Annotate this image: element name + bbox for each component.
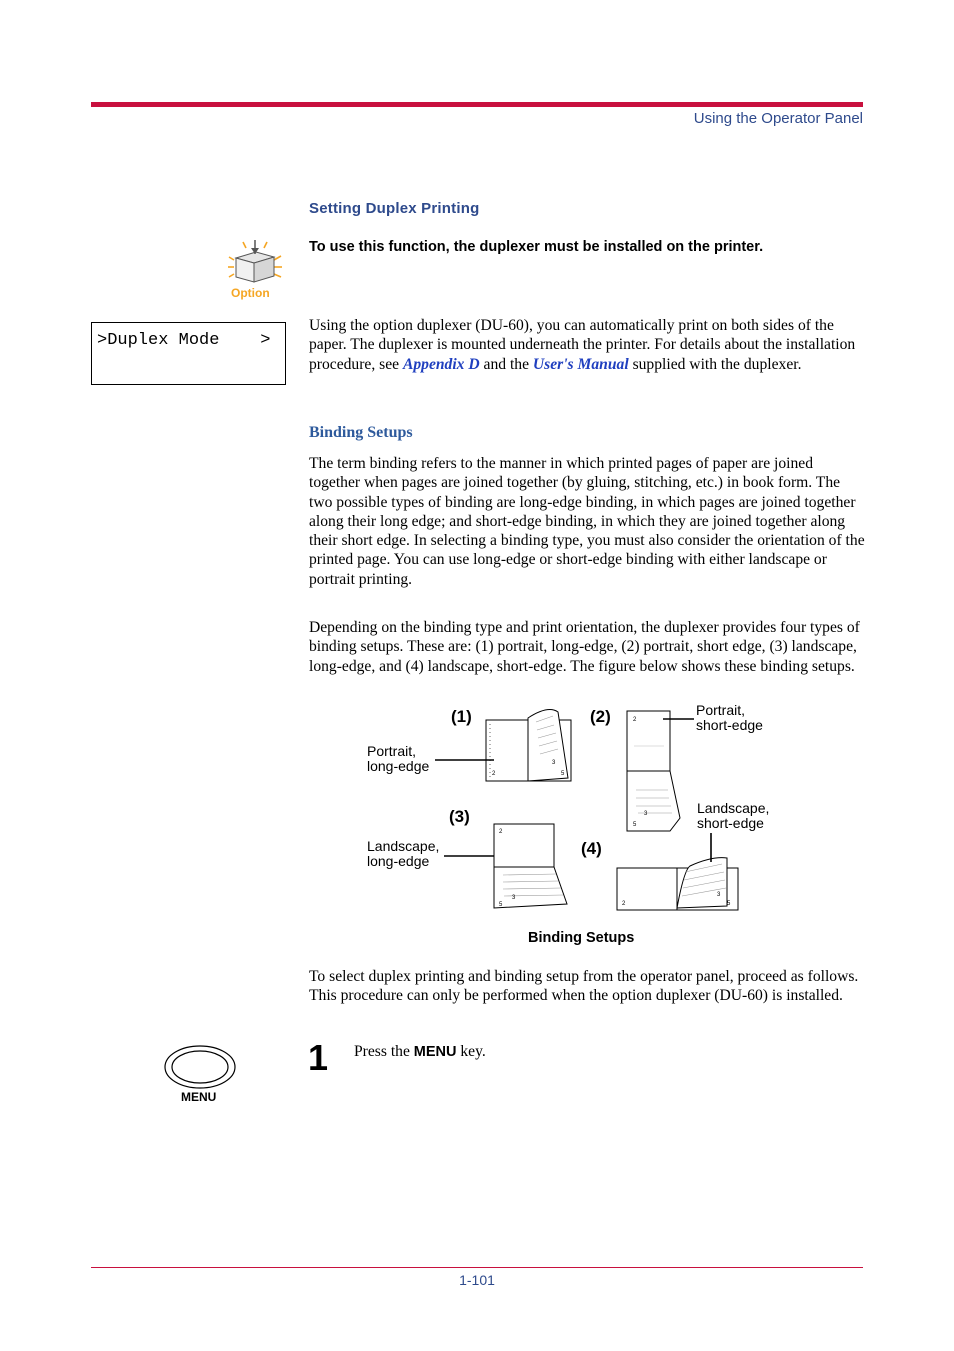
- option-printer-icon: [228, 240, 284, 288]
- figure-caption: Binding Setups: [528, 930, 635, 946]
- booklet-landscape-long-edge: [494, 824, 567, 908]
- label-1-line-2: long-edge: [367, 758, 430, 774]
- label-3-line-2: long-edge: [367, 853, 430, 869]
- running-header: Using the Operator Panel: [693, 110, 863, 127]
- booklet-portrait-long-edge: [486, 710, 571, 781]
- page-number-mark: 3: [552, 760, 556, 766]
- figure-num-3: (3): [449, 807, 470, 826]
- intro-paragraph: [309, 316, 865, 374]
- label-4-line-2: short-edge: [697, 815, 764, 831]
- label-2-line-1: Portrait,: [696, 702, 746, 718]
- page-number-mark: 2: [492, 771, 496, 777]
- users-manual-link[interactable]: User's Manual: [532, 355, 629, 373]
- option-label: Option: [231, 286, 270, 300]
- header-rule: [91, 102, 863, 107]
- page-number-mark: 2: [633, 717, 637, 723]
- page-number-mark: 5: [561, 771, 565, 777]
- appendix-d-link[interactable]: Appendix D: [402, 355, 480, 373]
- menu-button-icon: [162, 1043, 238, 1091]
- intro-text-2: and the: [479, 355, 533, 373]
- page-number-mark: 3: [644, 811, 648, 817]
- page-number-mark: 2: [499, 829, 503, 835]
- page-number-mark: 5: [727, 901, 731, 907]
- binding-diagram: [430, 700, 770, 915]
- section-title: Setting Duplex Printing: [309, 200, 480, 217]
- page-number-mark: 5: [499, 902, 503, 908]
- lcd-message: >Duplex Mode >: [97, 331, 271, 350]
- figure-num-1: (1): [451, 707, 472, 726]
- page-number-mark: 3: [512, 895, 516, 901]
- step-text-after: key.: [456, 1043, 486, 1060]
- binding-paragraph-1: The term binding refers to the manner in which printed pages of paper are joined together when pages are joined together (by gluing, stitching, etc.) in book form. The two possible types of binding are long-edge binding, in which pages are joined together along their long edge; and short-edge binding, in which they are joined together along their short edge. In selecting a binding type, you must also consider the orientation of the printed page. You can use long-edge or short-edge binding with either landscape or portrait printing.: [309, 455, 865, 588]
- page-number-mark: 2: [622, 901, 626, 907]
- booklet-portrait-short-edge: [627, 711, 680, 831]
- label-4-line-1: Landscape,: [697, 800, 770, 816]
- duplexer-required-note: To use this function, the duplexer must be installed on the printer.: [309, 239, 764, 255]
- procedure-intro: To select duplex printing and binding setup from the operator panel, proceed as follows. This procedure can only be performed when the option duplexer (DU-60) is installed.: [309, 968, 859, 1005]
- intro-text-1: Using the option duplexer (DU-60), you can automatically print on both sides of the paper. The duplexer is mounted underneath the printer. For details about the installation procedure, see: [309, 317, 856, 373]
- step-1-text: [354, 1043, 486, 1061]
- step-number: 1: [308, 1037, 329, 1078]
- binding-setups-heading: Binding Setups: [309, 424, 413, 441]
- page-number-mark: 3: [717, 892, 721, 898]
- step-text-before: Press the: [354, 1043, 414, 1060]
- lcd-display: [91, 322, 286, 385]
- menu-key-name: MENU: [413, 1044, 457, 1060]
- label-3-line-1: Landscape,: [367, 838, 440, 854]
- figure-num-4: (4): [581, 839, 602, 858]
- label-landscape-long-edge: [367, 839, 439, 869]
- intro-text-3: supplied with the duplexer.: [628, 355, 802, 373]
- page-number-mark: 5: [633, 822, 637, 828]
- label-portrait-long-edge: [367, 744, 429, 774]
- menu-button-label: MENU: [181, 1090, 217, 1104]
- binding-paragraph-2: Depending on the binding type and print orientation, the duplexer provides four types of binding setups. These are: (1) portrait, long-edge, (2) portrait, short edge, (3) landscape, long-edge, and (4) landscape, short-edge. The figure below shows these binding setups.: [309, 619, 860, 675]
- booklet-landscape-short-edge: [617, 858, 738, 910]
- label-1-line-1: Portrait,: [367, 743, 417, 759]
- footer-rule: [91, 1267, 863, 1268]
- page-number: 1-101: [459, 1272, 495, 1288]
- figure-num-2: (2): [590, 707, 611, 726]
- label-2-line-2: short-edge: [696, 717, 763, 733]
